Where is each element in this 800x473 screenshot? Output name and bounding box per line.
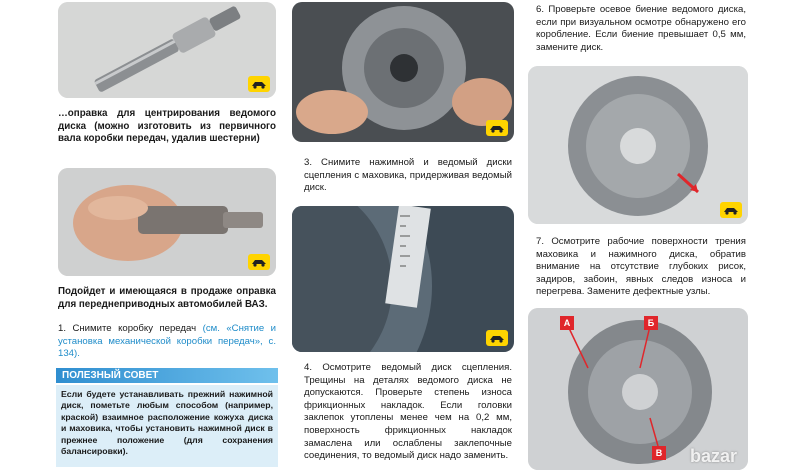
photo-mandrel-shaft (58, 2, 276, 98)
car-lift-icon (486, 120, 508, 136)
label-b: Б (644, 316, 658, 330)
step-7: 7. Осмотрите рабочие поверхности трения маховика и нажимного диска, обратив внимание на отсутствие глубоких рисок, задиров, забоин, явных следов износа и перегрева. Замените дефектные узлы. (536, 236, 746, 298)
step-4: 4. Осмотрите ведомый диск сцепления. Трещины на деталях ведомого диска не допускаются. Проверьте степень износа фрикционных накладок. Если головки заклепок утоплены менее чем на 0,2 мм, поверхность фрикционных накладок замаслена или ослаблены заклепочные соединения, то ведомый диск надо заменить. (304, 362, 512, 462)
step-3: 3. Снимите нажимной и ведомый диски сцепления с маховика, придерживая ведомый диск. (304, 157, 512, 194)
car-lift-icon (248, 254, 270, 270)
photo-removing-discs (292, 2, 514, 142)
photo-mandrel-in-hand (58, 168, 276, 276)
tip-text: Если будете устанавливать прежний нажимной диск, пометьте любым способом (например, краской) взаимное расположение кожуха диска и маховика, чтобы установить нажимной диск в прежнее положение (для сохранения балансировки). (56, 385, 278, 467)
step-1 (58, 323, 276, 361)
photo-pressure-plate (528, 66, 748, 224)
caption-mandrel-store: Подойдет и имеющаяся в продаже оправка для переднеприводных автомобилей ВАЗ. (58, 286, 276, 310)
label-v: В (652, 446, 666, 460)
watermark: bazar (690, 446, 738, 466)
step-1-reference-link[interactable]: (см. «Снятие и установка механической коробки передач», с. 134). (58, 323, 276, 360)
label-a: А (560, 316, 574, 330)
caption-mandrel-homemade: …оправка для центрирования ведомого диска (можно изготовить из первичного вала коробки передач, удалив шестерни) (58, 108, 276, 145)
step-6: 6. Проверьте осевое биение ведомого диска, если при визуальном осмотре обнаружено его коробление. Если биение превышает 0,5 мм, замените диск. (536, 4, 746, 53)
car-lift-icon (720, 202, 742, 218)
car-lift-icon (248, 76, 270, 92)
step-1-text: 1. Снимите коробку передач (58, 323, 197, 334)
car-lift-icon (486, 330, 508, 346)
photo-driven-disc-inspection (292, 206, 514, 352)
tip-title: ПОЛЕЗНЫЙ СОВЕТ (56, 368, 278, 383)
